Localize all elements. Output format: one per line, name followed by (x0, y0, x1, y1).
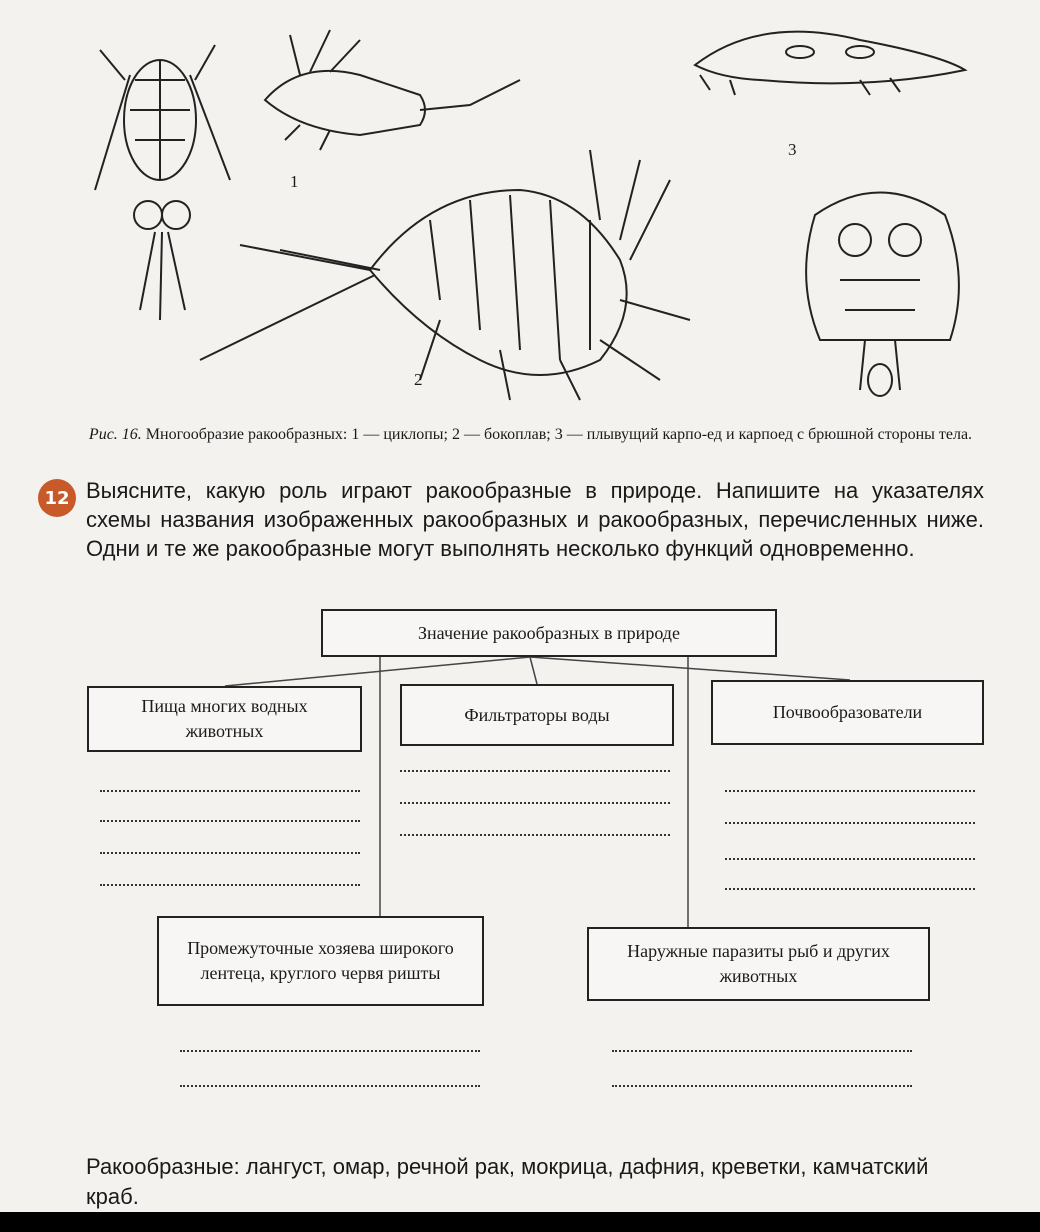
figure-label-1: 1 (290, 172, 299, 191)
scheme-soil-box: Почвообразователи (711, 680, 984, 745)
bottom-edge (0, 1212, 1040, 1232)
figure-label-3: 3 (788, 140, 797, 159)
answer-line[interactable] (100, 852, 360, 854)
answer-line[interactable] (100, 884, 360, 886)
answer-line[interactable] (725, 822, 975, 824)
scheme-filters-box: Фильтраторы воды (400, 684, 674, 746)
answer-line[interactable] (725, 790, 975, 792)
answer-line[interactable] (100, 790, 360, 792)
task-number-badge: 12 (38, 479, 76, 517)
scheme-root-box: Значение ракообразных в природе (321, 609, 777, 657)
answer-line[interactable] (400, 834, 670, 836)
figure-caption-text: Многообразие ракообразных: 1 — циклопы; 2 — бокоплав; 3 — плывущий карпо-ед и карпоед с брюшной стороны тела. (141, 426, 973, 443)
figure-caption-ref: Рис. 16. (88, 426, 142, 443)
answer-line[interactable] (612, 1085, 912, 1087)
scheme-hosts-box: Промежуточные хозяева широкого лентеца, круглого червя ришты (157, 916, 484, 1006)
scheme-parasites-box: Наружные паразиты рыб и других животных (587, 927, 930, 1001)
figure-label-2: 2 (414, 370, 423, 389)
task-instructions: Выясните, какую роль играют ракообразные в природе. Напишите на указателях схемы названия изображенных ракообразных и ракообразных, перечисленных ниже. Одни и те же ракообразные могут выполнять несколько функций одновременно. (86, 478, 984, 561)
answer-line[interactable] (400, 770, 670, 772)
answer-line[interactable] (180, 1085, 480, 1087)
answer-line[interactable] (725, 858, 975, 860)
scheme-food-box: Пища многих водных животных (87, 686, 362, 752)
answer-line[interactable] (180, 1050, 480, 1052)
answer-line[interactable] (100, 820, 360, 822)
species-list: Ракообразные: лангуст, омар, речной рак, мокрица, дафния, креветки, камчатский краб. (86, 1154, 929, 1209)
answer-line[interactable] (725, 888, 975, 890)
answer-line[interactable] (612, 1050, 912, 1052)
answer-line[interactable] (400, 802, 670, 804)
